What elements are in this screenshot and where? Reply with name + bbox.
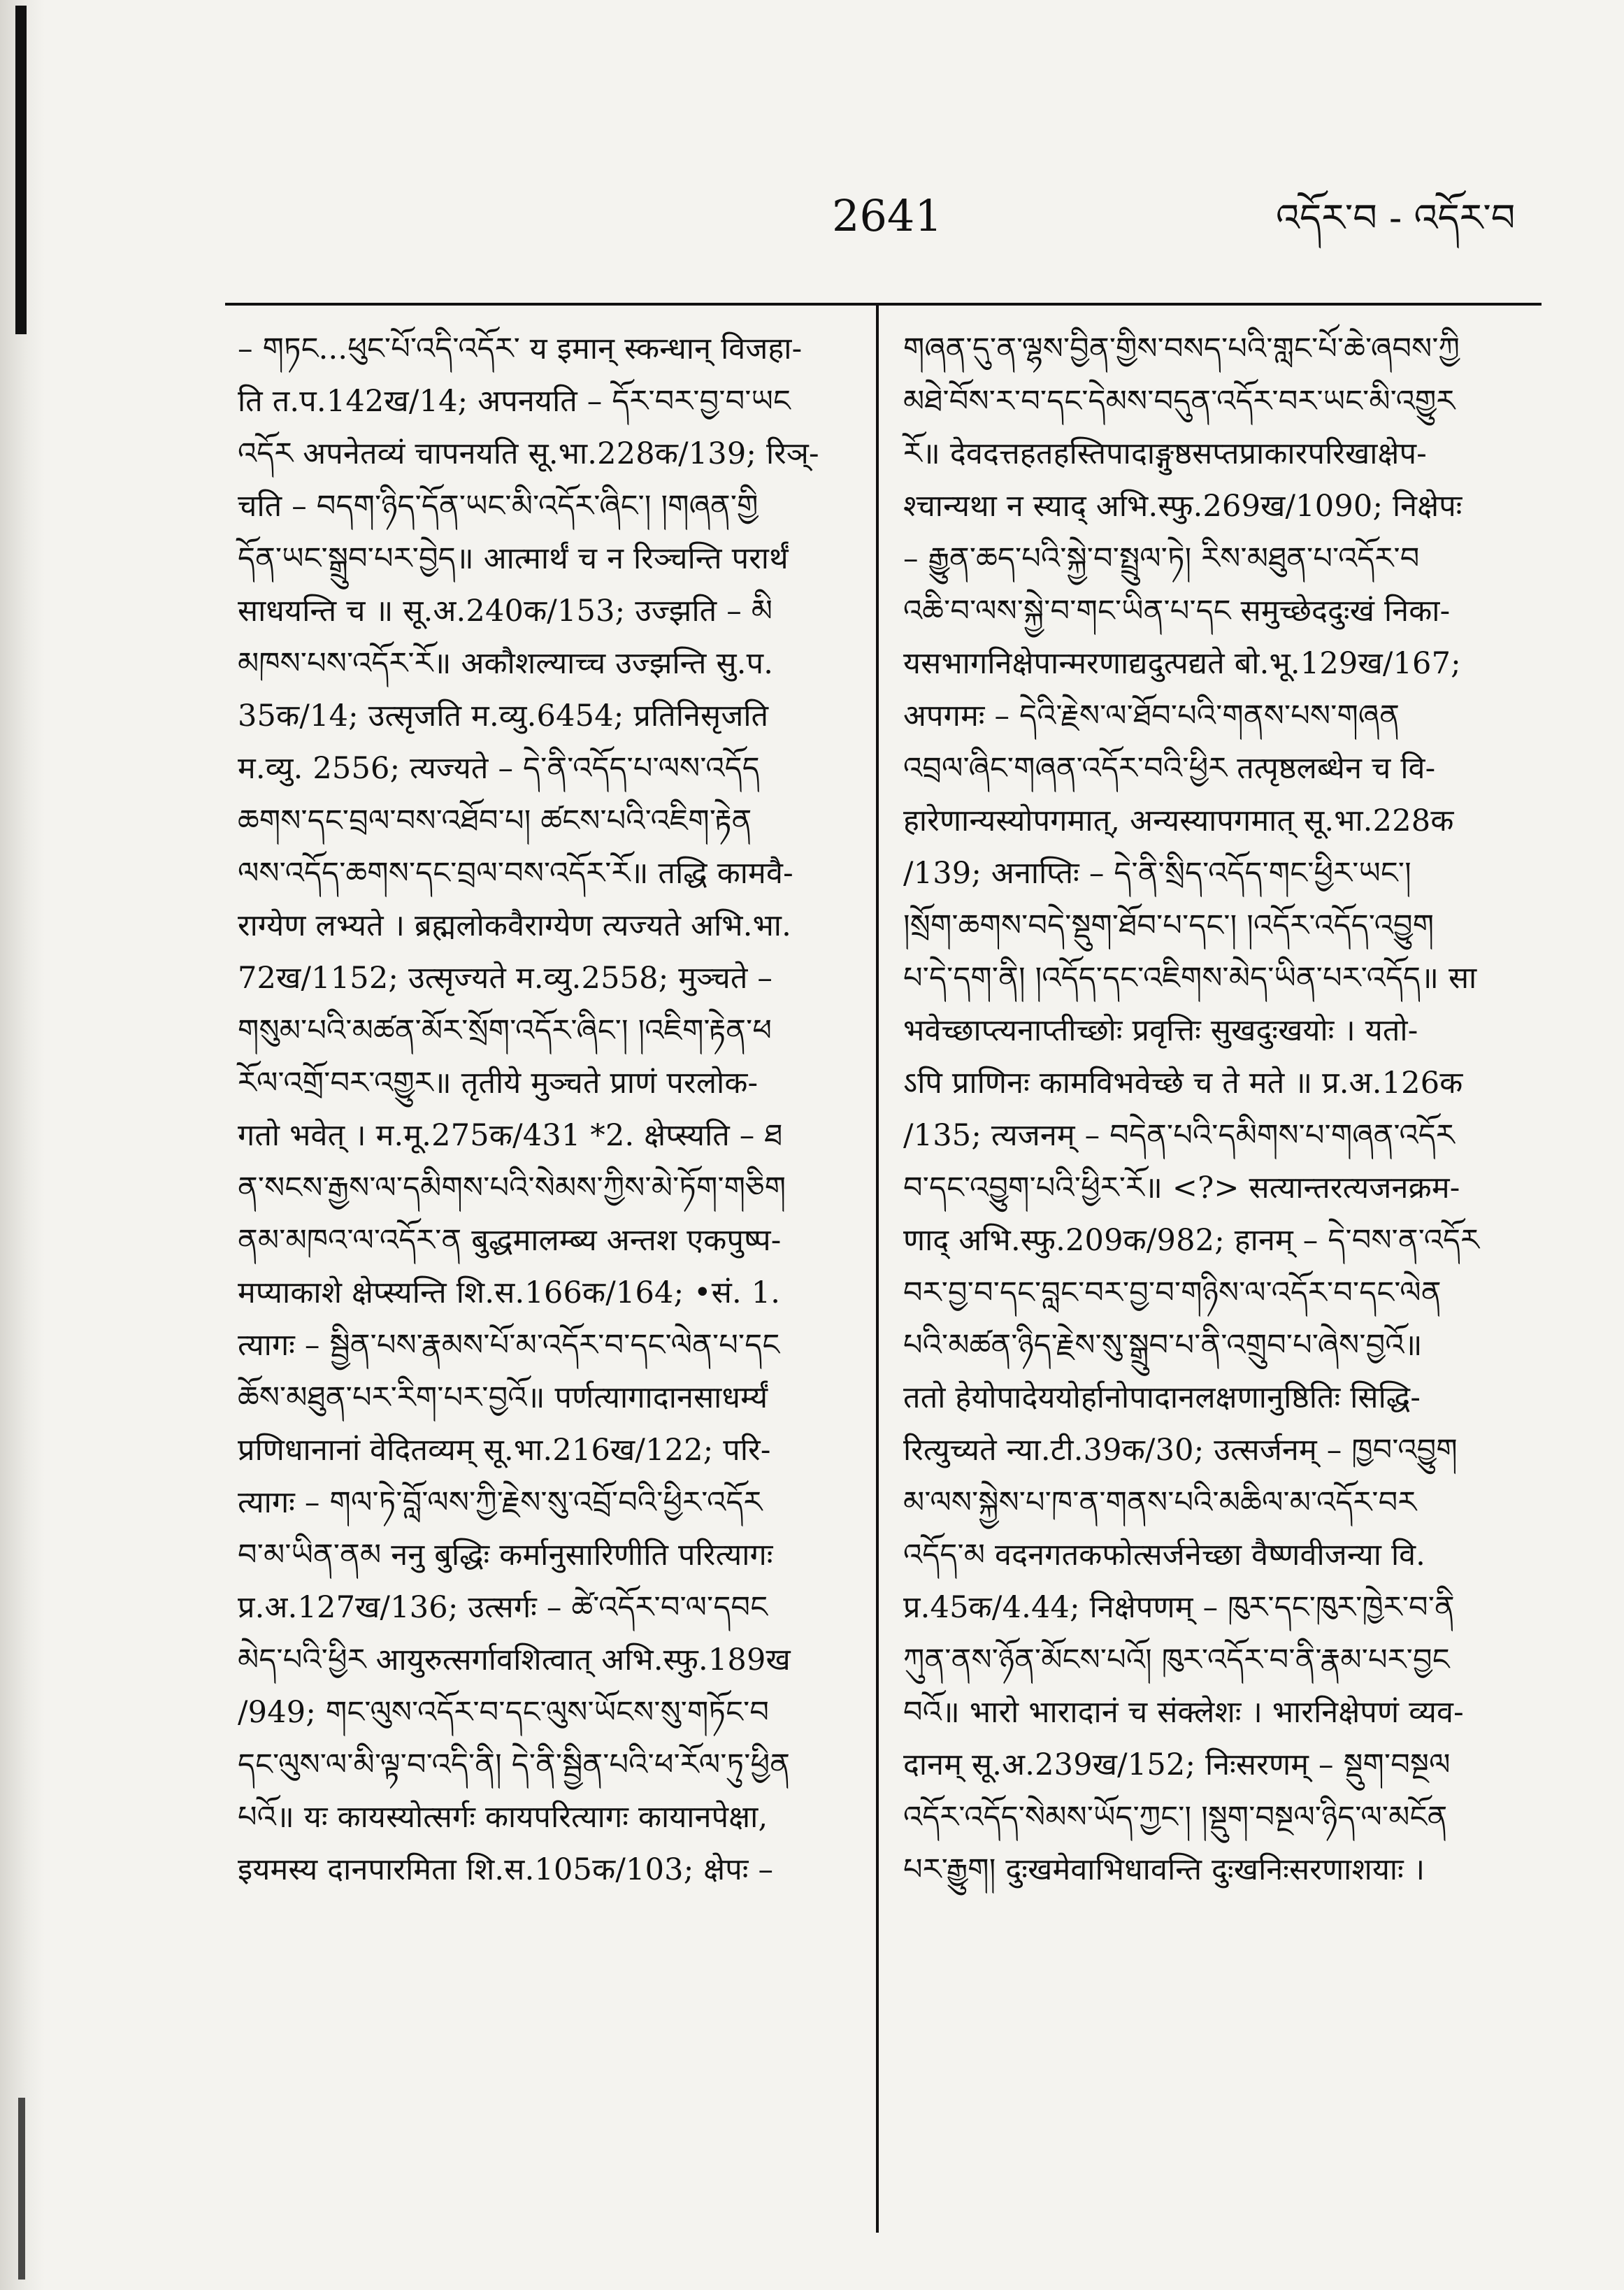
entry-line: མ་ལས་སྐྱེས་པ་ཁ་ན་གནས་པའི་མཆིལ་མ་འདོར་བར xyxy=(903,1485,1417,1520)
entry-line: དང་ལུས་ལ་མི་ལྟ་བ་འདི་ནི། དེ་ནི་སྦྱིན་པའི་ཕ་རོལ་ཏུ་ཕྱིན xyxy=(238,1747,791,1782)
entry-line: अपगमः – དེའི་རྗེས་ལ་ཐོབ་པའི་གནས་པས་གཞན xyxy=(903,699,1400,733)
entry-line: མཐེ་བོས་ར་བ་དང་དེམས་བདུན་འདོར་བར་ཡང་མི་འགྱུར xyxy=(903,384,1456,419)
entry-line: ततो हेयोपादेययोर्हानोपादानलक्षणानुष्ठितिः सिद्धि- xyxy=(903,1380,1421,1415)
entry-line: ཆོས་མཐུན་པར་རིག་པར་བྱའོ॥ पर्णत्यागादानसाधर्म्यं xyxy=(238,1380,768,1415)
entry-line: चति – བདག་ཉིད་དོན་ཡང་མི་འདོར་ཞིང་། །གཞན་གྱི xyxy=(238,489,759,524)
entry-line: ནམ་མཁའ་ལ་འདོར་ན बुद्धमालम्ब्य अन्तश एकपुष्प- xyxy=(238,1223,782,1258)
entry-line: ति त.प.142ख/14; अपनयति – དོར་བར་བྱ་བ་ཡང xyxy=(238,384,791,419)
entry-line: བ་མ་ཡིན་ནམ ननु बुद्धिः कर्मानुसारिणीति परित्यागः xyxy=(238,1538,773,1573)
entry-line: དོན་ཡང་སྒྲུབ་པར་བྱེད॥ आत्मार्थं च न रिञ्चन्ति परार्थं xyxy=(238,541,789,576)
entry-line: །སྲོག་ཆགས་བདེ་སྡུག་ཐོབ་པ་དང་། །འདོར་འདོད་འབྱུག xyxy=(903,908,1435,943)
header-rule xyxy=(225,303,1542,306)
entry-line: འབྲལ་ཞིང་གཞན་འདོར་བའི་ཕྱིར तत्पृष्ठलब्धेन च वि- xyxy=(903,751,1436,786)
entry-line: त्यागः – གལ་ཏེ་བློ་ལས་ཀྱི་རྗེས་སུ་འབྲོ་བའི་ཕྱིར་འདོར xyxy=(238,1485,763,1520)
entry-line: མེད་པའི་ཕྱིར आयुरुत्सर्गावशित्वात् अभि.स्फु.189ख xyxy=(238,1643,791,1677)
entry-line: रित्युच्यते न्या.टी.39क/30; उत्सर्जनम् – ཁྱབ་འབྱུག xyxy=(903,1433,1458,1468)
entry-line: གསུམ་པའི་མཚན་མོར་སྲོག་འདོར་ཞིང་། །འཇིག་རྟེན་ཕ xyxy=(238,1013,773,1048)
entry-line: པའི་མཚན་ཉིད་རྗེས་སུ་སྒྲུབ་པ་ནི་འགྲུབ་པ་ཞེས་བྱའོ॥ xyxy=(903,1328,1423,1363)
entry-line: दानम् सू.अ.239ख/152; निःसरणम् – སྡུག་བསྔལ xyxy=(903,1747,1451,1782)
entry-line: साधयन्ति च ॥ सू.अ.240क/153; उज्झति – མི xyxy=(238,594,773,629)
entry-line: བ་དང་འབྱུག་པའི་ཕྱིར་རོ॥ <?> सत्यान्तरत्यजनक्रम- xyxy=(903,1171,1460,1205)
column-divider xyxy=(876,303,879,2233)
page-number: 2641 xyxy=(832,190,942,241)
entry-line: འདོད་མ वदनगतकफोत्सर्जनेच्छा वैष्णवीजन्या वि. xyxy=(903,1538,1426,1573)
entry-line: णाद् अभि.स्फु.209क/982; हानम् – དེ་བས་ན་འདོར xyxy=(903,1223,1480,1258)
entry-line: प्र.अ.127ख/136; उत्सर्गः – ཚེ་འདོར་བ་ལ་དབང xyxy=(238,1590,768,1625)
entry-line: 72ख/1152; उत्सृज्यते म.व्यु.2558; मुञ्चते – xyxy=(238,961,773,996)
entry-line: གཞན་དུ་ན་ལྷས་བྱིན་གྱིས་བསད་པའི་གླང་པོ་ཆེ་ཞབས་ཀྱི xyxy=(903,331,1460,366)
entry-line: गतो भवेत् । म.मू.275क/431 *2. क्षेप्स्यति – ཐ xyxy=(238,1118,783,1153)
entry-line: ན་སངས་རྒྱས་ལ་དམིགས་པའི་སེམས་ཀྱིས་མེ་ཏོག་གཅིག xyxy=(238,1171,786,1205)
entry-line: त्यागः – སྦྱིན་པས་རྣམས་པོ་མ་འདོར་བ་དང་ལེན་པ་དང xyxy=(238,1328,780,1363)
entry-line: མཁས་པས་འདོར་རོ॥ अकौशल्याच्च उज्झन्ति सु.प. xyxy=(238,646,774,681)
entry-line: श्चान्यथा न स्याद् अभि.स्फु.269ख/1090; निक्षेपः xyxy=(903,489,1463,524)
entry-line: པའོ॥ यः कायस्योत्सर्गः कायपरित्यागः कायानपेक्षा, xyxy=(238,1800,768,1835)
entry-line: བར་བྱ་བ་དང་བླང་བར་བྱ་བ་གཉིས་ལ་འདོར་བ་དང་ལེན xyxy=(903,1275,1442,1310)
left-column xyxy=(238,323,860,1896)
entry-line: ལས་འདོད་ཆགས་དང་བྲལ་བས་འདོར་རོ॥ तद्धि कामवै- xyxy=(238,856,793,891)
scan-edge-shadow xyxy=(0,0,45,2290)
entry-line: /135; त्यजनम् – བདེན་པའི་དམིགས་པ་གཞན་འདོར xyxy=(903,1118,1455,1153)
entry-line: – གཏང...ཕུང་པོ་འདི་འདོར་ ‍य इमान् स्कन्धान् विजहा- xyxy=(238,331,803,366)
entry-line: ཀུན་ནས་ཉོན་མོངས་པའོ། ཁུར་འདོར་བ་ནི་རྣམ་པར་བྱང xyxy=(903,1643,1450,1677)
entry-line: यसभागनिक्षेपान्मरणाद्यदुत्पद्यते बो.भू.129ख/167; xyxy=(903,646,1461,681)
right-column xyxy=(903,323,1532,1896)
entry-line: རོལ་འགྲོ་བར་འགྱུར॥ तृतीये मुञ्चते प्राणं परलोक- xyxy=(238,1066,759,1101)
binding-mark-top xyxy=(15,6,27,334)
entry-line: प्रणिधानानां वेदितव्यम् सू.भा.216ख/122; परि- xyxy=(238,1433,771,1468)
entry-line: 35क/14; उत्सृजति म.व्यु.6454; प्रतिनिसृजति xyxy=(238,699,769,733)
entry-line: म.व्यु. 2556; त्यज्यते – དེ་ནི་འདོད་པ་ལས་འདོད xyxy=(238,751,760,786)
entry-line: प्र.45क/4.44; निक्षेपणम् – ཁུར་དང་ཁུར་ཁྱེར་བ་ནི xyxy=(903,1590,1455,1625)
entry-line: /949; གང་ལུས་འདོར་བ་དང་ལུས་ཡོངས་སུ་གཏོང་བ xyxy=(238,1695,770,1730)
entry-line: འདོར་འདོད་སེམས་ཡོད་ཀྱང་། །སྡུག་བསྔལ་ཉིད་ལ་མངོན xyxy=(903,1800,1448,1835)
entry-line: རོ॥ देवदत्तहतहस्तिपादाङ्गुष्ठसप्तप्राकारपरिखाक्षेप- xyxy=(903,436,1427,471)
entry-line: /139; अनाप्तिः – དེ་ནི་སྲིད་འདོད་གང་ཕྱིར་ཡང་། xyxy=(903,856,1411,891)
entry-line: འཆི་བ་ལས་སྐྱེ་བ་གང་ཡིན་པ་དང समुच्छेददुःखं निका- xyxy=(903,594,1451,629)
entry-line: འདོར अपनेतव्यं चापनयति सू.भा.228क/139; रिञ्- xyxy=(238,436,819,471)
binding-mark-bottom xyxy=(18,2098,25,2280)
entry-line: राग्येण लभ्यते । ब्रह्मलोकवैराग्येण त्यज्यते अभि.भा. xyxy=(238,908,791,943)
entry-line: པ་དེ་དག་ནི། །འདོད་དང་འཇིགས་མེད་ཡིན་པར་འདོད॥ सा xyxy=(903,961,1477,996)
entry-line: པར་རྒྱུག། दुःखमेवाभिधावन्ति दुःखनिःसरणाशयाः । xyxy=(903,1852,1425,1887)
entry-line: བའོ॥ भारो भारादानं च संक्लेशः । भारनिक्षेपणं व्यव- xyxy=(903,1695,1464,1730)
entry-line: ཆགས་དང་བྲལ་བས་འཐོབ་པ། ཚངས་པའི་འཇིག་རྟེན xyxy=(238,803,752,838)
entry-line: हारेणान्यस्योपगमात्, अन्यस्यापगमात् सू.भा.228क xyxy=(903,803,1454,838)
entry-line: भवेच्छाप्त्यनाप्तीच्छोः प्रवृत्तिः सुखदुःखयोः । यतो- xyxy=(903,1013,1418,1048)
entry-line: – རྒྱུན་ཆད་པའི་སྐྱེ་བ་སྤྲུལ་ཏེ། རིས་མཐུན་པ་འདོར་བ xyxy=(903,541,1420,576)
entry-line: मप्याकाशे क्षेप्स्यन्ति शि.स.166क/164; •सं. 1. xyxy=(238,1275,781,1310)
entry-line: इयमस्य दानपारमिता शि.स.105क/103; क्षेपः – xyxy=(238,1852,774,1887)
running-headword: འདོར་བ - འདོར་བ xyxy=(1276,196,1516,240)
entry-line: ऽपि प्राणिनः कामविभवेच्छे च ते मते ॥ प्र.अ.126क xyxy=(903,1066,1463,1101)
